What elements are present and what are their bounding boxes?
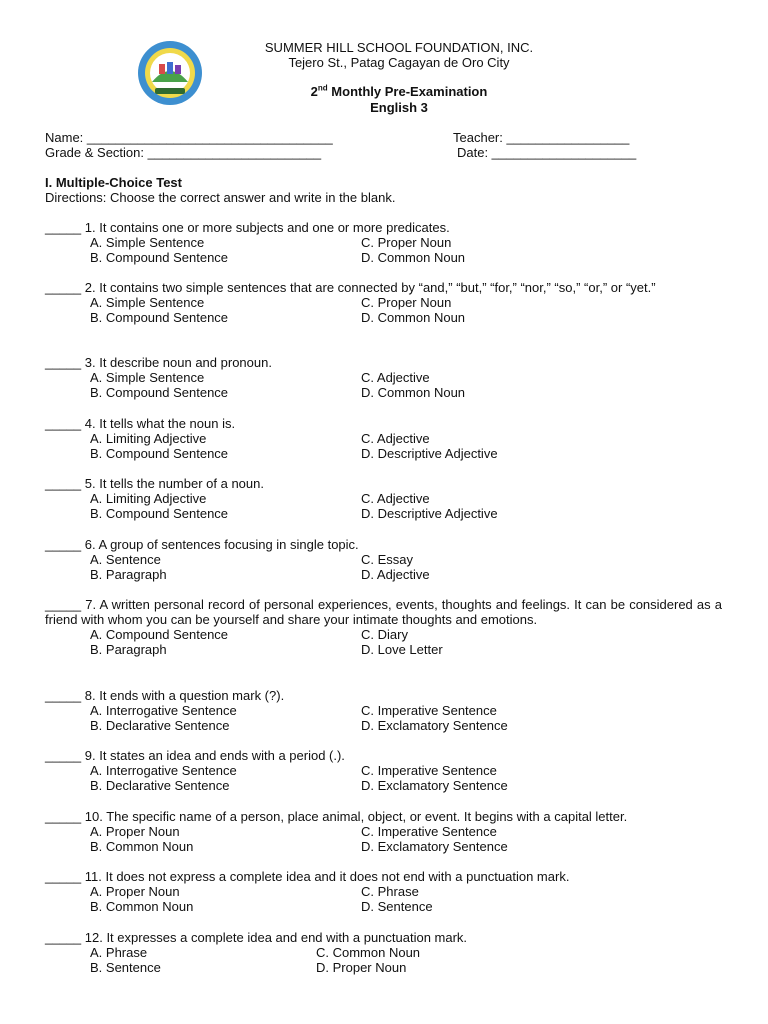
question-6 <box>45 537 722 582</box>
question-stem: _____ 9. It states an idea and ends with a period (.). <box>45 748 345 763</box>
option-d: D. Descriptive Adjective <box>361 506 498 521</box>
option-b: B. Paragraph <box>90 642 167 657</box>
question-12 <box>45 930 722 975</box>
option-d: D. Common Noun <box>361 310 466 325</box>
question-5 <box>45 476 722 521</box>
exam-subject: English 3 <box>370 100 428 115</box>
question-stem: _____ 7. A written personal record of personal experiences, events, thoughts and feelings. It can be considered as a friend with whom you can be yourself and share your intimate thoughts and emotions. <box>45 597 722 627</box>
option-c: C. Common Noun <box>316 945 421 960</box>
option-b: B. Declarative Sentence <box>90 718 230 733</box>
option-c: C. Adjective <box>361 431 430 446</box>
option-a: A. Simple Sentence <box>90 370 205 385</box>
question-9 <box>45 748 722 793</box>
option-c: C. Phrase <box>361 884 419 899</box>
option-d: D. Exclamatory Sentence <box>361 839 508 854</box>
option-d: D. Common Noun <box>361 250 466 265</box>
option-a: A. Compound Sentence <box>90 627 229 642</box>
question-stem: _____ 6. A group of sentences focusing in single topic. <box>45 537 359 552</box>
question-stem: _____ 1. It contains one or more subjects and one or more predicates. <box>45 220 450 235</box>
teacher-field[interactable]: Teacher: _________________ <box>453 130 630 145</box>
question-stem: _____ 2. It contains two simple sentences that are connected by “and,” “but,” “for,” “nor,” “so,” “or,” or “yet.” <box>45 280 656 295</box>
option-b: B. Compound Sentence <box>90 506 229 521</box>
school-address: Tejero St., Patag Cagayan de Oro City <box>288 55 510 70</box>
option-d: D. Adjective <box>361 567 430 582</box>
option-a: A. Limiting Adjective <box>90 431 207 446</box>
question-stem: _____ 11. It does not express a complete idea and it does not end with a punctuation mark. <box>45 869 570 884</box>
question-stem: _____ 3. It describe noun and pronoun. <box>45 355 272 370</box>
option-c: C. Imperative Sentence <box>361 703 497 718</box>
option-b: B. Compound Sentence <box>90 310 229 325</box>
question-stem: _____ 4. It tells what the noun is. <box>45 416 236 431</box>
option-c: C. Imperative Sentence <box>361 763 497 778</box>
option-b: B. Common Noun <box>90 899 194 914</box>
option-d: D. Love Letter <box>361 642 443 657</box>
question-4 <box>45 416 722 461</box>
question-stem: _____ 8. It ends with a question mark (?). <box>45 688 285 703</box>
option-d: D. Exclamatory Sentence <box>361 718 508 733</box>
option-d: D. Sentence <box>361 899 433 914</box>
option-a: A. Proper Noun <box>90 884 180 899</box>
option-a: A. Interrogative Sentence <box>90 763 237 778</box>
option-b: B. Paragraph <box>90 567 167 582</box>
option-d: D. Proper Noun <box>316 960 407 975</box>
option-a: A. Simple Sentence <box>90 295 205 310</box>
question-3 <box>45 355 722 400</box>
option-c: C. Proper Noun <box>361 235 452 250</box>
option-c: C. Diary <box>361 627 408 642</box>
option-a: A. Simple Sentence <box>90 235 205 250</box>
option-b: B. Common Noun <box>90 839 194 854</box>
option-b: B. Declarative Sentence <box>90 778 230 793</box>
option-c: C. Adjective <box>361 491 430 506</box>
option-a: A. Phrase <box>90 945 148 960</box>
grade-section-field[interactable]: Grade & Section: ________________________ <box>45 145 322 160</box>
option-b: B. Compound Sentence <box>90 250 229 265</box>
school-name: SUMMER HILL SCHOOL FOUNDATION, INC. <box>264 40 534 55</box>
option-a: A. Proper Noun <box>90 824 180 839</box>
option-b: B. Compound Sentence <box>90 385 229 400</box>
directions: Directions: Choose the correct answer and write in the blank. <box>45 190 396 205</box>
question-10 <box>45 809 722 854</box>
option-a: A. Sentence <box>90 552 161 567</box>
question-stem: _____ 12. It expresses a complete idea and end with a punctuation mark. <box>45 930 468 945</box>
option-b: B. Sentence <box>90 960 161 975</box>
option-c: C. Imperative Sentence <box>361 824 497 839</box>
option-a: A. Limiting Adjective <box>90 491 207 506</box>
option-c: C. Adjective <box>361 370 430 385</box>
question-stem: _____ 10. The specific name of a person, place animal, object, or event. It begins with a capital letter. <box>45 809 628 824</box>
question-8 <box>45 688 722 733</box>
option-c: C. Essay <box>361 552 414 567</box>
option-d: D. Descriptive Adjective <box>361 446 498 461</box>
question-11 <box>45 869 722 914</box>
option-d: D. Exclamatory Sentence <box>361 778 508 793</box>
section-title: I. Multiple-Choice Test <box>45 175 182 190</box>
question-7 <box>45 597 722 657</box>
name-field[interactable]: Name: __________________________________ <box>45 130 333 145</box>
option-d: D. Common Noun <box>361 385 466 400</box>
question-stem: _____ 5. It tells the number of a noun. <box>45 476 264 491</box>
question-2 <box>45 280 722 325</box>
option-a: A. Interrogative Sentence <box>90 703 237 718</box>
option-c: C. Proper Noun <box>361 295 452 310</box>
date-field[interactable]: Date: ____________________ <box>457 145 637 160</box>
option-b: B. Compound Sentence <box>90 446 229 461</box>
question-1 <box>45 220 722 265</box>
exam-title: 2nd Monthly Pre-Examination <box>310 83 488 99</box>
